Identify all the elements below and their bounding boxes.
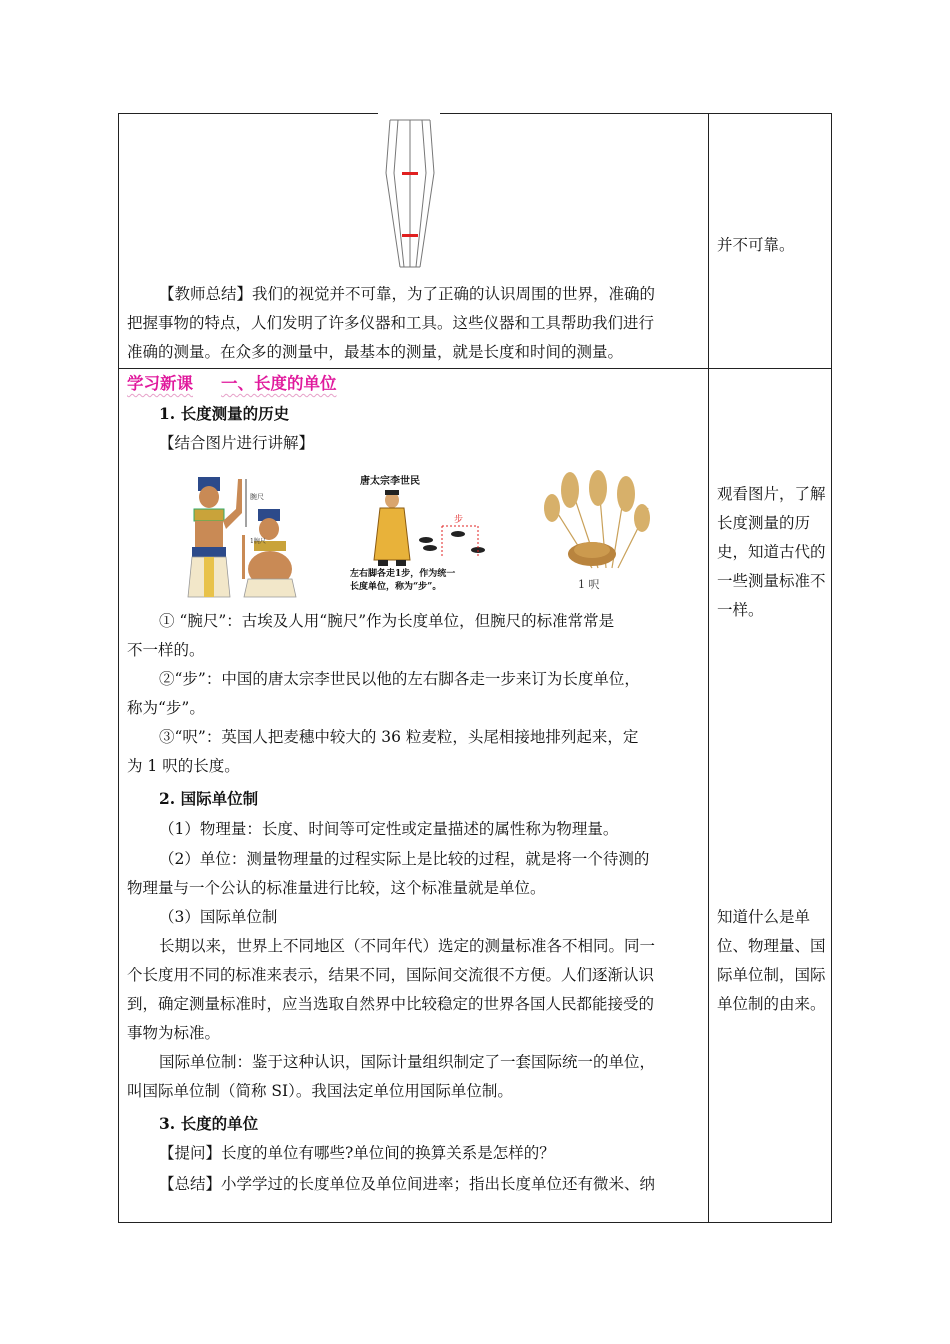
section-heading (127, 369, 337, 399)
egyptian-cubit-illustration (180, 469, 312, 603)
barleycorn-label: 1 呎 (578, 578, 600, 591)
side-note-si: 知道什么是单位、物理量、国际单位制，国际单位制的由来。 (717, 908, 826, 1013)
physical-quantity-paragraph: （1）物理量：长度、时间等可定性或定量描述的属性称为物理量。 (159, 820, 619, 838)
table-right-border (831, 113, 832, 1223)
si-title: 2. 国际单位制 (159, 789, 259, 808)
question-line: 【提问】长度的单位有哪些?单位间的换算关系是怎样的？ (159, 1144, 555, 1162)
foot-paragraph-line2: 为 1 呎的长度。 (127, 757, 240, 775)
illusion-figure (378, 115, 442, 273)
cubit-label-small: 1腕尺 (250, 538, 266, 545)
cubit-paragraph-line2: 不一样的。 (127, 641, 205, 659)
heading-length-unit: 一、长度的单位 (221, 374, 337, 393)
history-si-line1: 长期以来，世界上不同地区（不同年代）选定的测量标准各不相同。同一 (159, 937, 656, 955)
history-si-line2: 个长度用不同的标准来表示，结果不同，国际间交流很不方便。人们逐渐认识 (127, 966, 655, 984)
length-unit-title: 3. 长度的单位 (159, 1114, 259, 1133)
upper-red-marker (402, 172, 418, 175)
table-left-border (118, 113, 119, 1223)
si-definition-line1: 国际单位制：鉴于这种认识，国际计量组织制定了一套国际统一的单位， (159, 1053, 656, 1071)
cubit-paragraph-line1: ① “腕尺”：古埃及人用“腕尺”作为长度单位，但腕尺的标准常常是 (159, 612, 615, 630)
cubit-label: 腕尺 (250, 493, 264, 501)
teacher-summary-label: 【教师总结】 (159, 285, 253, 303)
si-definition-line2: 叫国际单位制（简称 SI）。我国法定单位用国际单位制。 (127, 1082, 513, 1100)
heading-new-lesson: 学习新课 (127, 374, 193, 393)
history-si-line4: 事物为标准。 (127, 1024, 221, 1042)
step-paragraph-line2: 称为“步”。 (127, 699, 205, 717)
teacher-summary-line3: 准确的测量。在众多的测量中，最基本的测量，就是长度和时间的测量。 (127, 343, 624, 361)
table-bottom-border (118, 1222, 832, 1223)
unit-paragraph-line1: （2）单位：测量物理量的过程实际上是比较的过程，就是将一个待测的 (159, 850, 650, 868)
unit-paragraph-line2: 物理量与一个公认的标准量进行比较，这个标准量就是单位。 (127, 879, 546, 897)
step-caption-line2: 长度单位，称为“步”。 (350, 582, 442, 592)
table-top-border-right (440, 113, 832, 114)
tang-emperor-step-illustration (348, 470, 488, 598)
teacher-summary-line1 (127, 280, 697, 309)
step-label: 步 (454, 515, 464, 525)
emperor-label: 唐太宗李世民 (360, 476, 420, 487)
table-top-border-left (118, 113, 378, 114)
lower-red-marker (402, 234, 418, 237)
history-si-line3: 到，确定测量标准时，应当选取自然界中比较稳定的世界各国人民都能接受的 (127, 995, 655, 1013)
step-paragraph-line1: ②“步”：中国的唐太宗李世民以他的左右脚各走一步来订为长度单位， (159, 670, 640, 688)
summary-line: 【总结】小学学过的长度单位及单位间进率；指出长度单位还有微米、纳 (159, 1175, 656, 1193)
si-subtitle: （3）国际单位制 (159, 908, 278, 926)
barley-illustration (528, 468, 656, 596)
side-note-history: 观看图片，了解长度测量的历史，知道古代的一些测量标准不一样。 (717, 485, 826, 619)
history-title: 1. 长度测量的历史 (159, 404, 290, 423)
teacher-summary-line2: 把握事物的特点，人们发明了许多仪器和工具。这些仪器和工具帮助我们进行 (127, 314, 655, 332)
table-column-divider (708, 113, 709, 1223)
teacher-summary-text: 我们的视觉并不可靠，为了正确的认识周围的世界，准确的 (252, 285, 656, 303)
step-caption-line1: 左右脚各走1步，作为统一 (350, 569, 456, 579)
side-note-reliability: 并不可靠。 (717, 236, 795, 254)
history-hint: 【结合图片进行讲解】 (159, 434, 315, 452)
foot-paragraph-line1: ③“呎”：英国人把麦穗中较大的 36 粒麦粒，头尾相接地排列起来，定 (159, 728, 639, 746)
